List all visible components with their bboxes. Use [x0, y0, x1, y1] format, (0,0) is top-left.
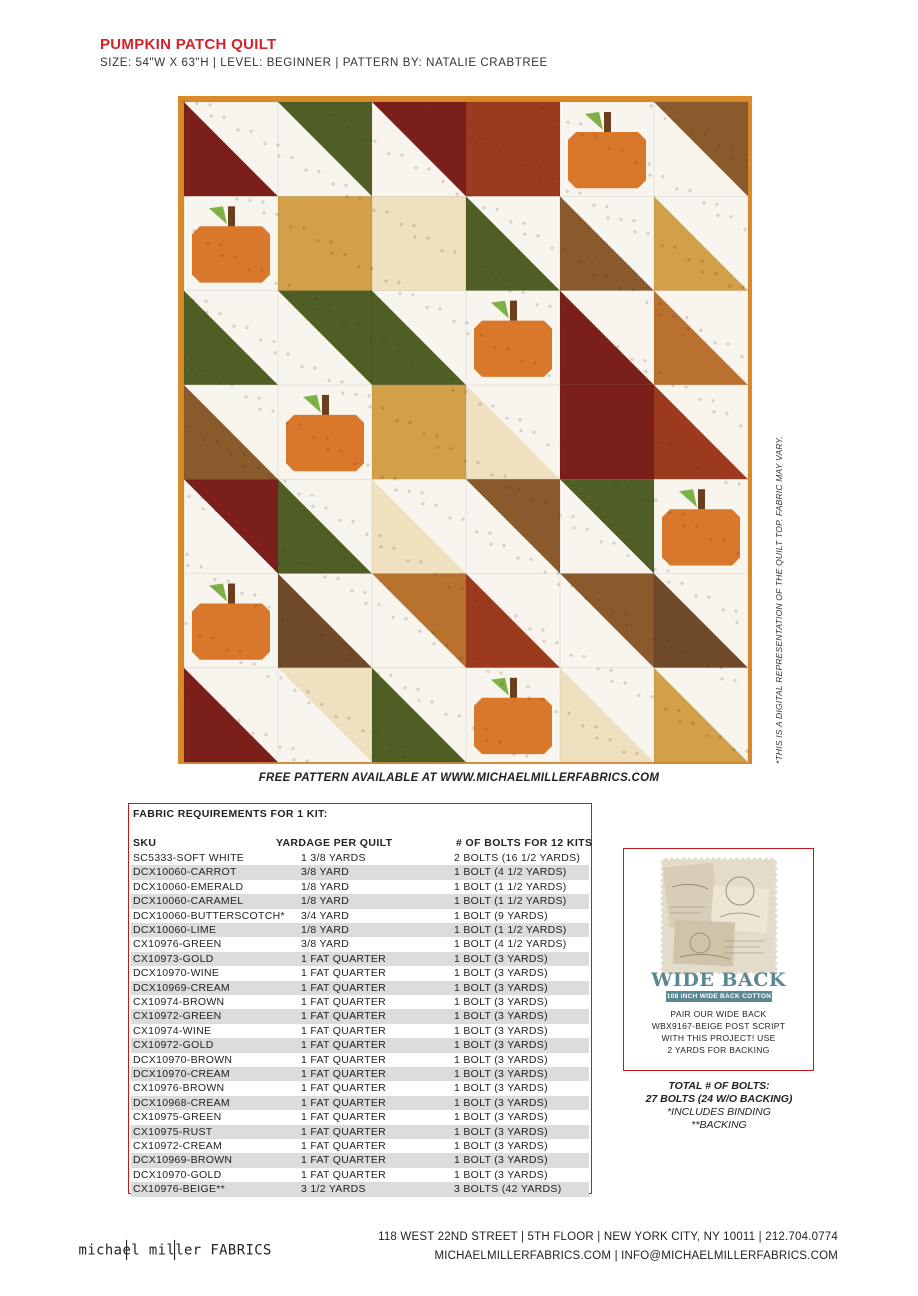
- requirement-row: [131, 865, 589, 879]
- bolts-cell: 1 BOLT (9 YARDS): [454, 909, 548, 922]
- yardage-cell: 1 FAT QUARTER: [301, 996, 387, 1008]
- bolts-cell: 1 BOLT (3 YARDS): [454, 1125, 548, 1138]
- wide-back-title: WIDE BACK: [651, 969, 786, 991]
- sku-cell: DCX10970-GOLD: [133, 1168, 222, 1181]
- yardage-cell: 1/8 YARD: [301, 895, 350, 908]
- total-bolts: [612, 1080, 826, 1132]
- requirement-row: [131, 1038, 589, 1052]
- wide-back-subtitle: 108 INCH WIDE BACK COTTON: [666, 993, 772, 1000]
- requirement-row: [131, 1153, 589, 1167]
- bolts-cell: 1 BOLT (3 YARDS): [454, 1096, 548, 1109]
- requirements-header: [133, 837, 593, 850]
- bolts-cell: 1 BOLT (1 1/2 YARDS): [454, 924, 567, 936]
- yardage-cell: 3/8 YARD: [301, 938, 350, 951]
- bolts-cell: 1 BOLT (3 YARDS): [454, 996, 548, 1008]
- requirement-row: [131, 1139, 589, 1153]
- yardage-cell: 1 FAT QUARTER: [301, 1024, 387, 1037]
- bolts-cell: 1 BOLT (4 1/2 YARDS): [454, 866, 567, 879]
- yardage-cell: 1 FAT QUARTER: [301, 1010, 387, 1023]
- wide-back-description: [630, 1008, 807, 1056]
- requirement-row: [131, 1168, 589, 1182]
- bolts-cell: 1 BOLT (3 YARDS): [454, 1111, 548, 1124]
- requirement-row: [131, 1182, 589, 1196]
- sku-cell: DCX10969-CREAM: [133, 981, 230, 994]
- sku-cell: DCX10970-CREAM: [133, 1068, 230, 1080]
- bolts-cell: 1 BOLT (3 YARDS): [454, 967, 548, 980]
- requirement-row: [131, 981, 589, 995]
- footer-address: 118 WEST 22ND STREET | 5TH FLOOR | NEW YORK CITY, NY 10011 | 212.704.0774: [378, 1231, 838, 1243]
- requirement-row: [131, 1009, 589, 1023]
- yardage-cell: 1 FAT QUARTER: [301, 1068, 387, 1080]
- yardage-cell: 1 FAT QUARTER: [301, 952, 387, 965]
- free-pattern-link[interactable]: FREE PATTERN AVAILABLE AT WWW.MICHAELMILLERFABRICS.COM: [258, 772, 660, 784]
- sku-cell: CX10974-BROWN: [133, 996, 225, 1008]
- yardage-cell: 1 3/8 YARDS: [301, 852, 366, 864]
- requirement-row: [131, 894, 589, 908]
- sku-cell: DCX10060-CARROT: [133, 866, 237, 879]
- wide-back-line: PAIR OUR WIDE BACK: [670, 1009, 767, 1019]
- wide-back-box: [623, 848, 814, 1071]
- sku-cell: CX10975-RUST: [133, 1125, 213, 1138]
- yardage-cell: 1 FAT QUARTER: [301, 967, 387, 980]
- yardage-cell: 1 FAT QUARTER: [301, 981, 387, 994]
- footer-web[interactable]: MICHAELMILLERFABRICS.COM | INFO@MICHAELMILLERFABRICS.COM: [434, 1250, 838, 1262]
- bolts-cell: 3 BOLTS (42 YARDS): [454, 1183, 562, 1196]
- bolts-cell: 1 BOLT (3 YARDS): [454, 1010, 548, 1023]
- requirement-row: [131, 952, 589, 966]
- yardage-cell: 3 1/2 YARDS: [301, 1183, 366, 1196]
- bolts-cell: 2 BOLTS (16 1/2 YARDS): [454, 852, 581, 864]
- totals-value: 27 BOLTS (24 W/O BACKING): [645, 1093, 793, 1105]
- requirement-row: [131, 937, 589, 951]
- yardage-header: YARDAGE PER QUILT: [276, 837, 393, 849]
- yardage-cell: 1 FAT QUARTER: [301, 1168, 387, 1181]
- bolts-cell: 1 BOLT (3 YARDS): [454, 1154, 548, 1167]
- requirement-row: [131, 923, 589, 937]
- totals-note-binding: *INCLUDES BINDING: [667, 1106, 771, 1118]
- wide-back-line: WITH THIS PROJECT! USE: [661, 1033, 776, 1043]
- requirements-title: FABRIC REQUIREMENTS FOR 1 KIT:: [133, 808, 328, 820]
- sku-cell: CX10976-GREEN: [133, 938, 222, 951]
- sku-cell: CX10973-GOLD: [133, 952, 214, 965]
- totals-note-backing: **BACKING: [691, 1119, 747, 1131]
- page-title: PUMPKIN PATCH QUILT: [100, 36, 277, 53]
- bolts-cell: 1 BOLT (1 1/2 YARDS): [454, 895, 567, 908]
- sku-header: SKU: [133, 837, 157, 849]
- sku-cell: DCX10060-CARAMEL: [133, 895, 244, 908]
- wide-back-line: 2 YARDS FOR BACKING: [667, 1045, 770, 1055]
- requirement-row: [131, 851, 589, 865]
- sku-cell: SC5333-SOFT WHITE: [133, 852, 245, 864]
- bolts-cell: 1 BOLT (3 YARDS): [454, 1068, 548, 1080]
- sku-cell: CX10972-GREEN: [133, 1010, 222, 1023]
- bolts-cell: 1 BOLT (3 YARDS): [454, 1024, 548, 1037]
- requirement-row: [131, 909, 589, 923]
- yardage-cell: 1 FAT QUARTER: [301, 1154, 387, 1167]
- wide-back-swatch: [660, 857, 778, 975]
- yardage-cell: 1 FAT QUARTER: [301, 1140, 387, 1152]
- requirement-row: [131, 1110, 589, 1124]
- bolts-cell: 1 BOLT (3 YARDS): [454, 952, 548, 965]
- bolts-header: # OF BOLTS FOR 12 KITS: [456, 837, 593, 849]
- requirement-row: [131, 995, 589, 1009]
- sku-cell: CX10975-GREEN: [133, 1111, 222, 1124]
- requirement-row: [131, 1125, 589, 1139]
- sku-cell: CX10976-BEIGE**: [133, 1183, 226, 1196]
- requirement-row: [131, 1096, 589, 1110]
- sku-cell: CX10972-CREAM: [133, 1140, 223, 1152]
- bolts-cell: 1 BOLT (3 YARDS): [454, 1039, 548, 1052]
- quilt-image: [178, 96, 752, 764]
- requirement-row: [131, 880, 589, 894]
- yardage-cell: 1 FAT QUARTER: [301, 1053, 387, 1066]
- totals-heading: TOTAL # OF BOLTS:: [668, 1080, 770, 1092]
- yardage-cell: 3/8 YARD: [301, 866, 350, 879]
- bolts-cell: 1 BOLT (3 YARDS): [454, 1053, 548, 1066]
- bolts-cell: 1 BOLT (3 YARDS): [454, 1168, 548, 1181]
- sku-cell: DCX10970-WINE: [133, 967, 220, 980]
- sku-cell: CX10972-GOLD: [133, 1039, 214, 1052]
- requirement-row: [131, 1067, 589, 1081]
- sku-cell: DCX10968-CREAM: [133, 1096, 230, 1109]
- bolts-cell: 1 BOLT (4 1/2 YARDS): [454, 938, 567, 951]
- quilt-disclaimer: [774, 414, 788, 764]
- sku-cell: DCX10970-BROWN: [133, 1053, 233, 1066]
- requirement-row: [131, 1053, 589, 1067]
- quilt-graphic: [178, 96, 752, 764]
- fabric-requirements-box: [128, 803, 592, 1194]
- sku-cell: DCX10060-EMERALD: [133, 880, 244, 893]
- sku-cell: CX10976-BROWN: [133, 1082, 225, 1095]
- svg-text:michael miller FABRICS: michael miller FABRICS: [78, 1242, 272, 1259]
- yardage-cell: 3/4 YARD: [301, 909, 350, 922]
- yardage-cell: 1/8 YARD: [301, 880, 350, 893]
- bolts-cell: 1 BOLT (3 YARDS): [454, 1082, 548, 1095]
- yardage-cell: 1 FAT QUARTER: [301, 1096, 387, 1109]
- bolts-cell: 1 BOLT (3 YARDS): [454, 981, 548, 994]
- pattern-subtitle: SIZE: 54"W X 63"H | LEVEL: BEGINNER | PATTERN BY: NATALIE CRABTREE: [100, 57, 548, 69]
- requirement-row: [131, 966, 589, 980]
- yardage-cell: 1 FAT QUARTER: [301, 1082, 387, 1095]
- sku-cell: DCX10969-BROWN: [133, 1154, 233, 1167]
- requirement-row: [131, 1024, 589, 1038]
- sku-cell: DCX10060-LIME: [133, 924, 217, 936]
- bolts-cell: 1 BOLT (3 YARDS): [454, 1140, 548, 1152]
- michael-miller-logo: [72, 1238, 272, 1262]
- sku-cell: DCX10060-BUTTERSCOTCH*: [133, 909, 285, 922]
- wide-back-line: WBX9167-BEIGE POST SCRIPT: [651, 1021, 786, 1031]
- yardage-cell: 1/8 YARD: [301, 924, 350, 936]
- footer-contact: [378, 1228, 838, 1266]
- yardage-cell: 1 FAT QUARTER: [301, 1039, 387, 1052]
- sku-cell: CX10974-WINE: [133, 1024, 212, 1037]
- yardage-cell: 1 FAT QUARTER: [301, 1111, 387, 1124]
- disclaimer-text: *THIS IS A DIGITAL REPRESENTATION OF THE QUILT TOP. FABRIC MAY VARY.: [774, 435, 784, 764]
- yardage-cell: 1 FAT QUARTER: [301, 1125, 387, 1138]
- bolts-cell: 1 BOLT (1 1/2 YARDS): [454, 880, 567, 893]
- requirement-row: [131, 1081, 589, 1095]
